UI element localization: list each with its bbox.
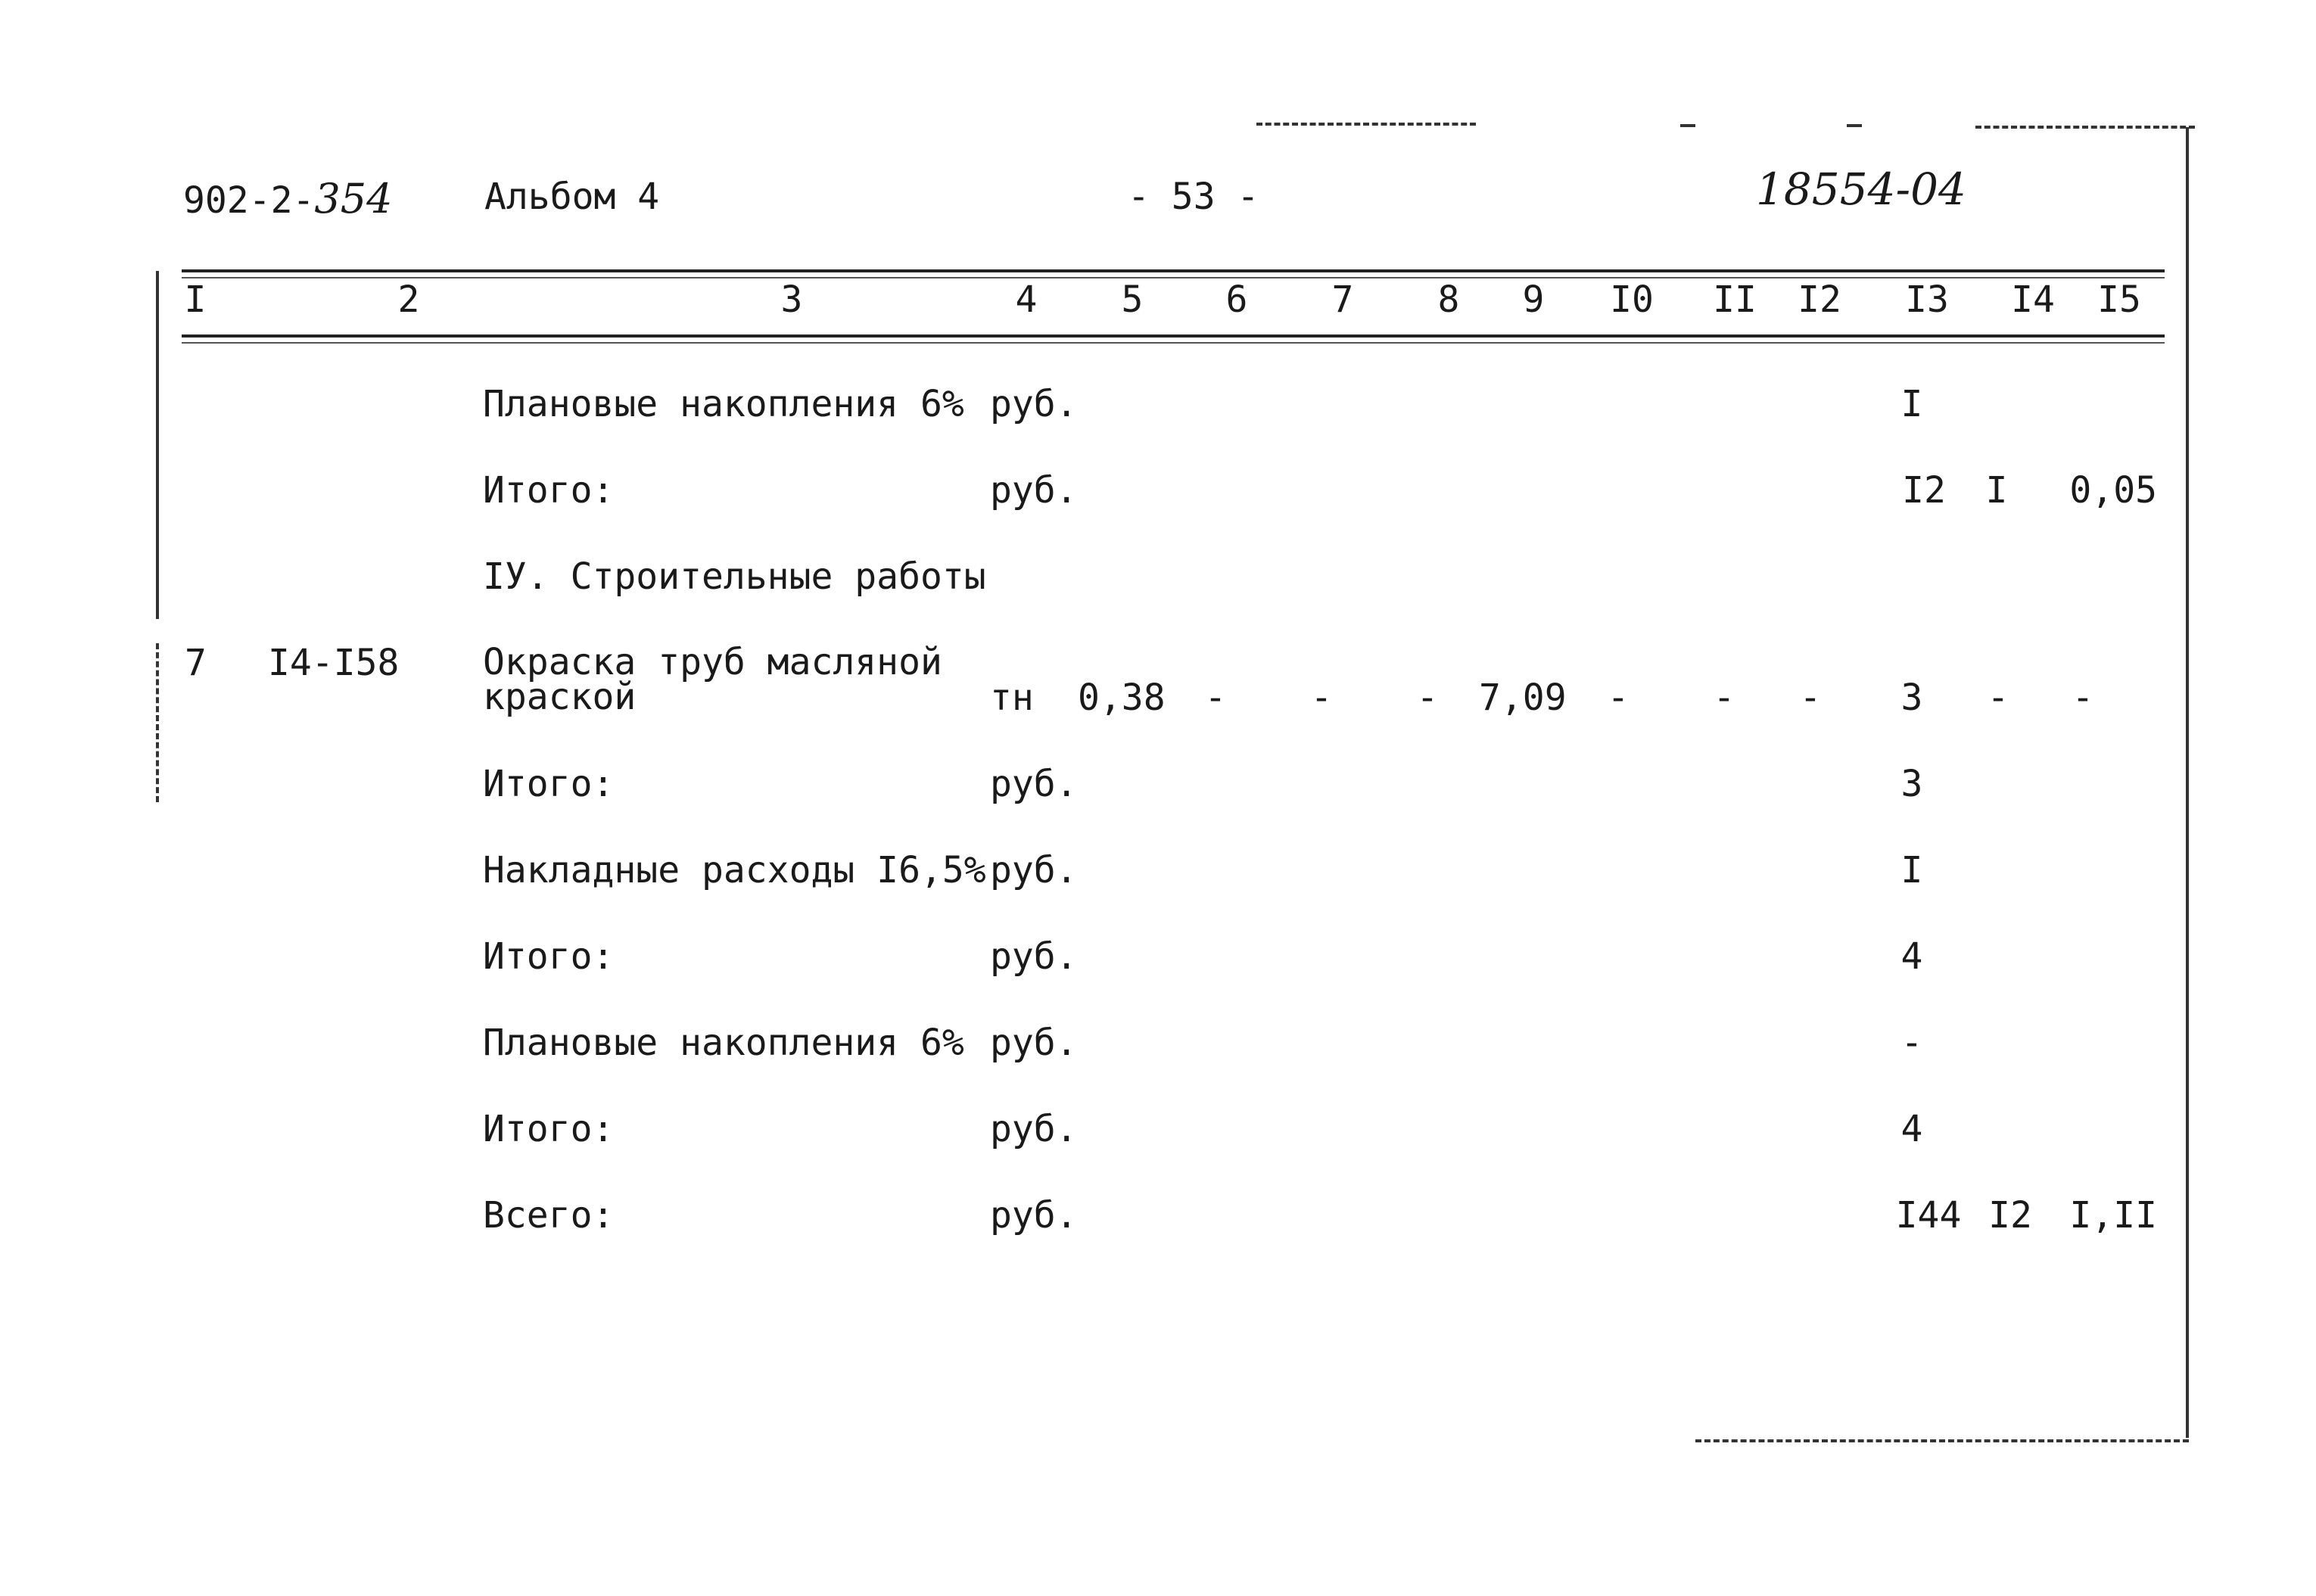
row-col7: - [1310,677,1333,719]
row-description: Накладные расходы I6,5% [483,849,986,891]
row-rate-code: I4-I58 [268,642,400,684]
column-header: II [1713,278,1757,321]
row-unit: руб. [990,1194,1078,1237]
row-description: Итого: [483,763,615,805]
album-label: Альбом 4 [484,176,660,218]
row-col11: - [1713,677,1735,719]
row-col14: I [1985,469,2008,512]
row-description: Итого: [483,1108,615,1150]
header-top-rule [182,277,2165,278]
row-col8: - [1416,677,1439,719]
row-col14: I2 [1988,1194,2032,1237]
row-unit: руб. [990,1108,1078,1150]
row-col13: I [1900,383,1923,425]
document-code-typed: 902-2- [183,179,315,222]
row-col13: 4 [1900,1108,1923,1150]
column-header: I5 [2097,278,2141,321]
row-description-line: краской [483,676,637,718]
row-unit: руб. [990,383,1078,425]
column-header: I2 [1798,278,1841,321]
row-col6: - [1204,677,1227,719]
column-header: I3 [1905,278,1949,321]
row-description: Плановые накопления 6% [483,383,964,425]
column-header: 5 [1121,278,1144,321]
row-unit: руб. [990,1022,1078,1064]
column-header: I0 [1610,278,1654,321]
column-header: 6 [1225,278,1248,321]
right-border [2186,127,2189,1438]
row-col15: I,II [2069,1194,2157,1237]
header-bottom-rule [182,342,2165,344]
row-description: Итого: [483,469,615,512]
row-description [483,641,942,718]
row-unit: руб. [990,935,1078,978]
header-top-rule [182,269,2165,272]
row-col13: I44 [1895,1194,1962,1237]
row-col9: 7,09 [1479,677,1567,719]
row-position-number: 7 [185,642,207,684]
left-border [156,643,159,802]
column-header: 3 [780,278,803,321]
column-header: I [184,278,207,321]
row-col15: - [2072,677,2094,719]
row-col13: - [1900,1022,1923,1064]
row-unit: тн [990,677,1034,719]
section-heading: IУ. Строительные работы [483,555,986,598]
border-fragment [1256,123,1476,126]
column-header: 7 [1331,278,1354,321]
column-header: I4 [2011,278,2055,321]
row-col13: I [1900,849,1923,891]
row-col13: 4 [1900,935,1923,978]
bottom-border [1695,1439,2189,1442]
header-bottom-rule [182,334,2165,338]
column-header: 8 [1437,278,1460,321]
row-unit: руб. [990,849,1078,891]
row-col13: 3 [1900,763,1923,805]
archive-number-handwritten: 18554-04 [1756,163,1966,215]
border-fragment [1680,124,1695,127]
document-code [183,175,393,222]
left-border [156,271,159,619]
row-col14: - [1987,677,2009,719]
row-col12: - [1799,677,1822,719]
row-description: Всего: [483,1194,615,1237]
column-header: 9 [1522,278,1545,321]
document-code-handwritten: 354 [314,175,393,222]
row-col13: I2 [1902,469,1946,512]
row-col13: 3 [1900,677,1923,719]
row-description: Плановые накопления 6% [483,1022,964,1064]
row-unit: руб. [990,763,1078,805]
border-fragment [1847,124,1862,127]
row-unit: руб. [990,469,1078,512]
row-description: Итого: [483,935,615,978]
row-col15: 0,05 [2069,469,2157,512]
row-col10: - [1607,677,1630,719]
column-header: 4 [1015,278,1038,321]
border-fragment [1975,126,2195,129]
row-col5: 0,38 [1078,677,1166,719]
row-description-line: Окраска труб масляной [483,641,942,683]
column-header: 2 [397,278,420,321]
page-number: - 53 - [1128,176,1259,218]
